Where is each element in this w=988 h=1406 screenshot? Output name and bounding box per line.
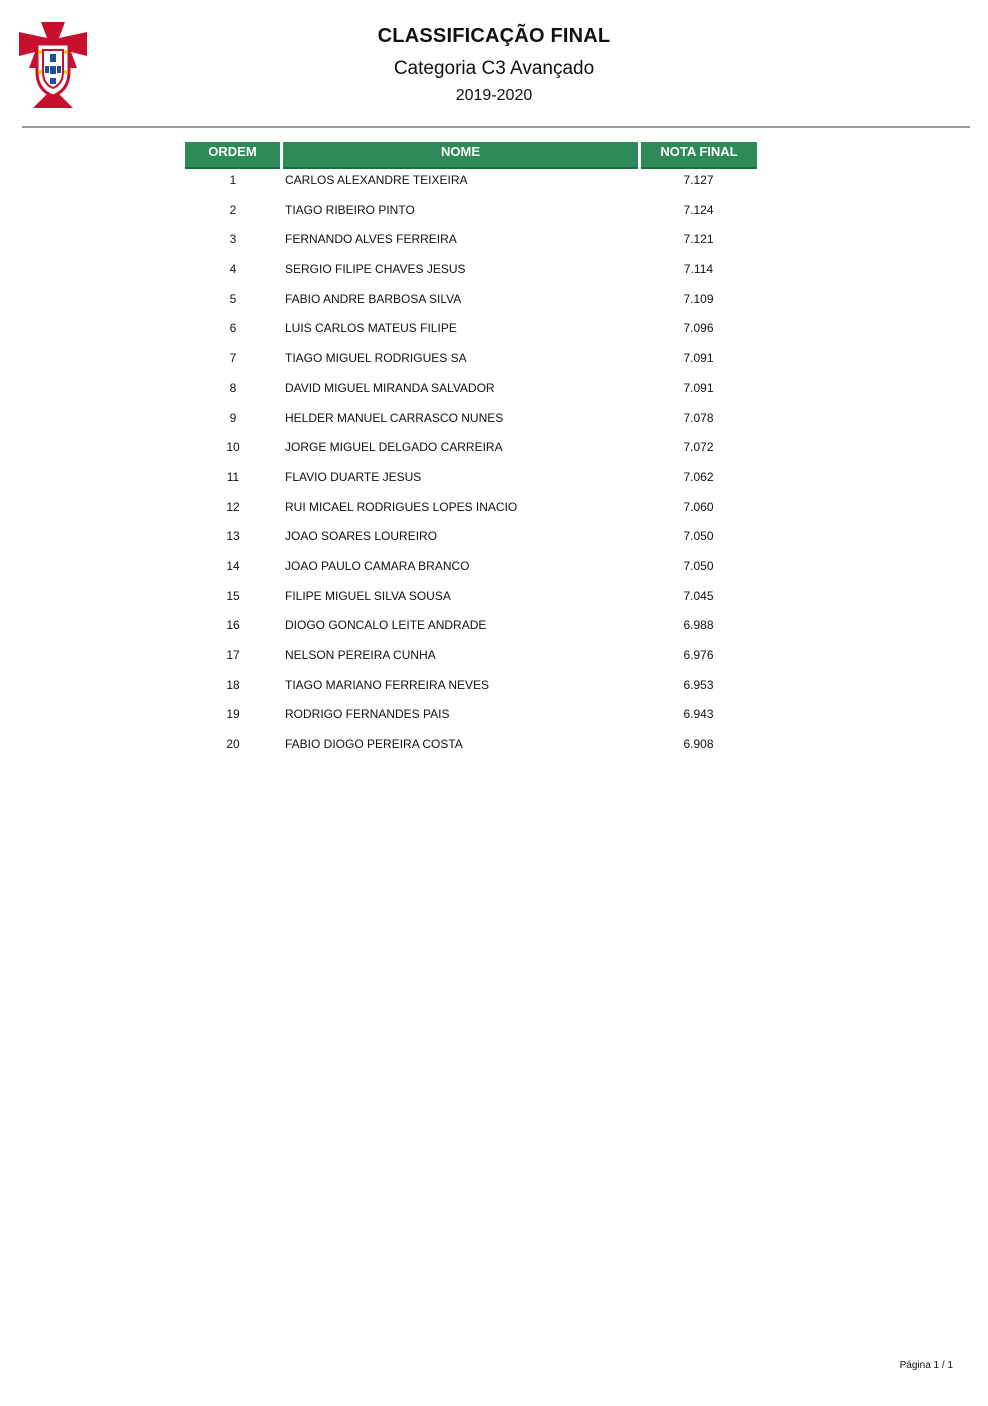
- table-row: [185, 674, 757, 704]
- rank-cell: 1: [229, 173, 237, 187]
- rank-cell: 8: [229, 380, 237, 395]
- name-cell: JORGE MIGUEL DELGADO CARREIRA: [285, 440, 503, 455]
- score-cell: 6.953: [683, 677, 714, 692]
- score-cell: 7.072: [683, 440, 714, 455]
- table-row: [185, 288, 757, 318]
- name-cell: SERGIO FILIPE CHAVES JESUS: [285, 262, 466, 277]
- column-header-nota-final: NOTA FINAL: [641, 142, 757, 169]
- table-row: [185, 317, 757, 347]
- score-cell: 6.988: [683, 618, 714, 633]
- name-cell: FILIPE MIGUEL SILVA SOUSA: [285, 588, 451, 603]
- name-cell: TIAGO RIBEIRO PINTO: [285, 202, 415, 217]
- name-cell: RUI MICAEL RODRIGUES LOPES INACIO: [285, 499, 518, 514]
- rank-cell: 3: [229, 232, 237, 247]
- name-cell: TIAGO MARIANO FERREIRA NEVES: [285, 677, 490, 692]
- rank-cell: 20: [226, 737, 240, 752]
- name-cell: JOAO SOARES LOUREIRO: [285, 529, 438, 544]
- rank-cell: 19: [226, 707, 240, 722]
- table-row: [185, 466, 757, 496]
- rank-cell: 7: [229, 351, 237, 366]
- rank-cell: 13: [226, 529, 240, 544]
- table-row: [185, 733, 757, 763]
- score-cell: 7.060: [683, 499, 714, 514]
- table-row: [185, 228, 757, 258]
- column-header-nome: NOME: [283, 142, 638, 169]
- table-row: [185, 169, 757, 199]
- rank-cell: 17: [226, 648, 240, 662]
- score-cell: 6.943: [683, 707, 714, 722]
- name-cell: JOAO PAULO CAMARA BRANCO: [285, 558, 470, 573]
- name-cell: NELSON PEREIRA CUNHA: [285, 648, 436, 662]
- table-row: [185, 258, 757, 288]
- score-cell: 7.124: [683, 202, 714, 217]
- page-number: Página 1 / 1: [899, 1360, 953, 1371]
- rank-cell: 9: [229, 410, 237, 425]
- rank-cell: 10: [226, 440, 240, 455]
- score-cell: 7.127: [683, 173, 714, 187]
- season-label: 2019-2020: [455, 87, 533, 104]
- name-cell: CARLOS ALEXANDRE TEIXEIRA: [285, 173, 468, 187]
- name-cell: FLAVIO DUARTE JESUS: [285, 469, 422, 484]
- table-row: [185, 347, 757, 377]
- table-header: [185, 142, 757, 169]
- rank-cell: 6: [229, 321, 237, 336]
- name-cell: TIAGO MIGUEL RODRIGUES SA: [285, 351, 467, 366]
- rank-cell: 2: [229, 202, 237, 217]
- table-row: [185, 199, 757, 229]
- name-cell: FABIO ANDRE BARBOSA SILVA: [285, 291, 462, 306]
- score-cell: 7.062: [683, 469, 714, 484]
- name-cell: FABIO DIOGO PEREIRA COSTA: [285, 737, 463, 752]
- score-cell: 7.109: [683, 291, 714, 306]
- score-cell: 6.976: [683, 648, 714, 662]
- table-row: [185, 377, 757, 407]
- name-cell: RODRIGO FERNANDES PAIS: [285, 707, 450, 722]
- table-row: [185, 644, 757, 674]
- score-cell: 7.050: [683, 529, 714, 544]
- table-row: [185, 703, 757, 733]
- score-cell: 7.096: [683, 321, 714, 336]
- name-cell: LUIS CARLOS MATEUS FILIPE: [285, 321, 457, 336]
- rank-cell: 5: [229, 291, 237, 306]
- rank-cell: 18: [226, 677, 240, 692]
- score-cell: 7.121: [683, 232, 714, 247]
- table-row: [185, 585, 757, 615]
- rank-cell: 14: [226, 558, 240, 573]
- rank-cell: 16: [226, 618, 240, 633]
- score-cell: 7.091: [683, 351, 714, 366]
- table-row: [185, 496, 757, 526]
- table-row: [185, 614, 757, 644]
- column-header-ordem: ORDEM: [185, 142, 280, 169]
- header-divider: [22, 126, 970, 128]
- score-cell: 7.114: [683, 262, 714, 277]
- score-cell: 7.091: [683, 380, 714, 395]
- name-cell: HELDER MANUEL CARRASCO NUNES: [285, 410, 504, 425]
- name-cell: DIOGO GONCALO LEITE ANDRADE: [285, 618, 487, 633]
- name-cell: DAVID MIGUEL MIRANDA SALVADOR: [285, 380, 495, 395]
- score-cell: 7.078: [683, 410, 714, 425]
- rank-cell: 4: [229, 262, 237, 277]
- table-body: [185, 169, 757, 763]
- rank-cell: 12: [226, 499, 240, 514]
- table-row: [185, 436, 757, 466]
- score-cell: 7.050: [683, 558, 714, 573]
- score-cell: 6.908: [683, 737, 714, 752]
- table-row: [185, 407, 757, 437]
- table-row: [185, 555, 757, 585]
- ranking-table: [185, 142, 757, 763]
- rank-cell: 15: [226, 588, 240, 603]
- score-cell: 7.045: [683, 588, 714, 603]
- page-title: CLASSIFICAÇÃO FINAL: [377, 25, 611, 47]
- category-subtitle: Categoria C3 Avançado: [393, 58, 595, 79]
- rank-cell: 11: [226, 469, 240, 484]
- name-cell: FERNANDO ALVES FERREIRA: [285, 232, 457, 247]
- table-row: [185, 525, 757, 555]
